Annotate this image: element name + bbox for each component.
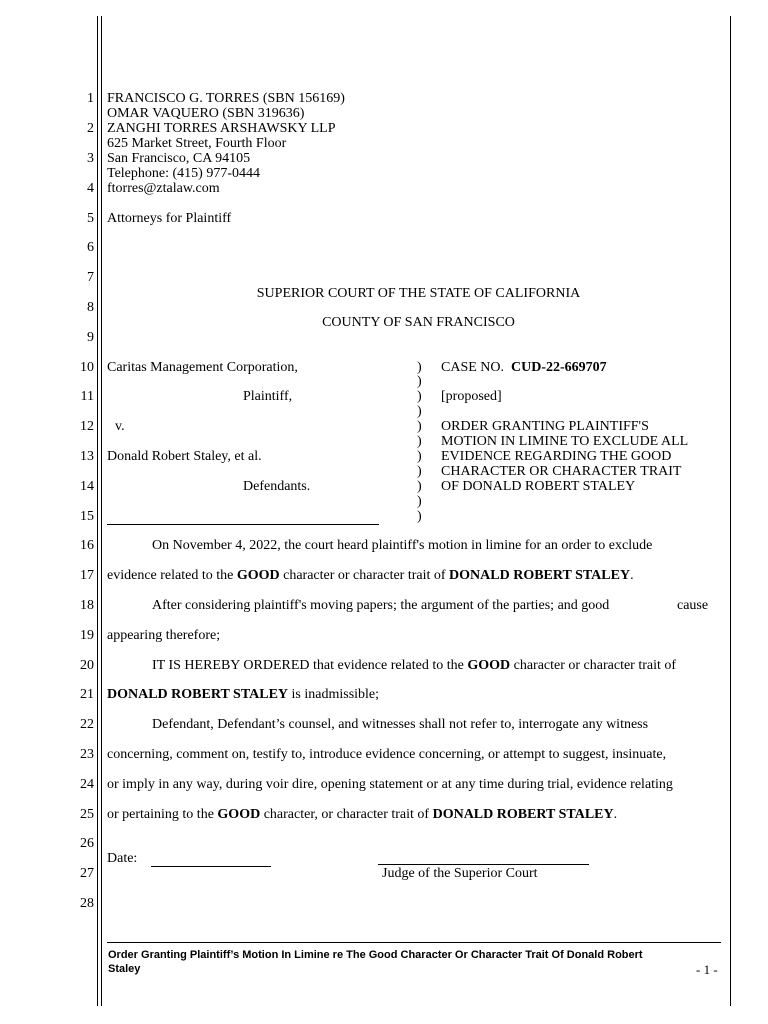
footer-rule xyxy=(107,942,721,943)
body-text: is inadmissible; xyxy=(288,687,380,702)
body-line-tail: cause xyxy=(677,598,709,613)
line-number: 22 xyxy=(80,717,94,732)
line-number: 9 xyxy=(87,330,94,345)
order-title-line: ORDER GRANTING PLAINTIFF'S xyxy=(441,419,649,434)
caption-paren: ) xyxy=(417,449,422,464)
caption-paren: ) xyxy=(417,479,422,494)
line-number: 23 xyxy=(80,747,94,762)
line-number: 25 xyxy=(80,807,94,822)
caption-paren: ) xyxy=(417,389,422,404)
order-title-line: CHARACTER OR CHARACTER TRAIT xyxy=(441,464,682,479)
attorney-line: Telephone: (415) 977-0444 xyxy=(107,166,260,181)
body-line: or imply in any way, during voir dire, opening statement or at any time during trial, evidence relating xyxy=(107,777,673,792)
line-number: 15 xyxy=(80,509,94,524)
court-county: COUNTY OF SAN FRANCISCO xyxy=(322,315,515,330)
line-number: 6 xyxy=(87,240,94,255)
line-number: 3 xyxy=(87,151,94,166)
caption-paren: ) xyxy=(417,374,422,389)
line-number: 13 xyxy=(80,449,94,464)
body-text: or pertaining to the xyxy=(107,807,218,822)
line-number: 1 xyxy=(87,91,94,106)
case-number-row xyxy=(441,360,607,375)
line-number: 12 xyxy=(80,419,94,434)
line-number: 7 xyxy=(87,270,94,285)
body-text: character or character trait of xyxy=(510,658,677,673)
body-line: Defendant, Defendant’s counsel, and witnesses shall not refer to, interrogate any witness xyxy=(152,717,649,732)
body-line xyxy=(107,568,634,583)
line-number: 17 xyxy=(80,568,94,583)
body-line xyxy=(107,687,379,702)
footer-title-line1: Order Granting Plaintiff’s Motion In Limine re The Good Character Or Character Trait Of Donald Robert xyxy=(108,949,643,961)
line-number: 18 xyxy=(80,598,94,613)
body-line xyxy=(107,807,617,822)
line-number: 26 xyxy=(80,836,94,851)
line-number: 5 xyxy=(87,211,94,226)
case-label: CASE NO. xyxy=(441,360,505,375)
emphasis-name: DONALD ROBERT STALEY xyxy=(432,807,614,822)
attorney-line: ZANGHI TORRES ARSHAWSKY LLP xyxy=(107,121,336,136)
body-text: . xyxy=(613,807,618,822)
body-text: character or character trait of xyxy=(279,568,450,583)
order-title-line: EVIDENCE REGARDING THE GOOD xyxy=(441,449,672,464)
body-text: evidence related to the xyxy=(107,568,237,583)
defendant-name: Donald Robert Staley, et al. xyxy=(107,449,262,464)
body-line: After considering plaintiff's moving papers; the argument of the parties; and good xyxy=(152,598,610,613)
line-number: 20 xyxy=(80,658,94,673)
court-name: SUPERIOR COURT OF THE STATE OF CALIFORNIA xyxy=(256,286,581,301)
emphasis-name: DONALD ROBERT STALEY xyxy=(449,568,631,583)
attorney-line: OMAR VAQUERO (SBN 319636) xyxy=(107,106,305,121)
body-line xyxy=(152,658,676,673)
case-number: CUD-22-669707 xyxy=(511,360,607,375)
line-number: 24 xyxy=(80,777,94,792)
line-number: 8 xyxy=(87,300,94,315)
footer-title-line2: Staley xyxy=(108,963,141,975)
line-number: 16 xyxy=(80,538,94,553)
caption-underline xyxy=(107,524,379,525)
caption-paren: ) xyxy=(417,464,422,479)
body-line: appearing therefore; xyxy=(107,628,221,643)
emphasis-good: GOOD xyxy=(217,807,261,822)
left-margin-rule-outer xyxy=(97,16,98,1006)
body-line: concerning, comment on, testify to, introduce evidence concerning, or attempt to suggest, insinuate, xyxy=(107,747,667,762)
caption-paren: ) xyxy=(417,494,422,509)
line-number: 21 xyxy=(80,687,94,702)
line-number: 4 xyxy=(87,181,94,196)
attorneys-for: Attorneys for Plaintiff xyxy=(107,211,232,226)
emphasis-name: DONALD ROBERT STALEY xyxy=(107,687,289,702)
attorney-line: FRANCISCO G. TORRES (SBN 156169) xyxy=(107,91,345,106)
caption-paren: ) xyxy=(417,360,422,375)
defendant-role: Defendants. xyxy=(243,479,311,494)
plaintiff-role: Plaintiff, xyxy=(243,389,293,404)
proposed-label: [proposed] xyxy=(441,389,502,404)
line-number: 2 xyxy=(87,121,94,136)
caption-paren: ) xyxy=(417,434,422,449)
line-number: 19 xyxy=(80,628,94,643)
body-line: On November 4, 2022, the court heard plaintiff's motion in limine for an order to exclude xyxy=(152,538,653,553)
right-margin-rule xyxy=(730,16,731,1006)
caption-paren: ) xyxy=(417,509,422,524)
date-label: Date: xyxy=(107,851,138,866)
judge-label: Judge of the Superior Court xyxy=(382,866,538,881)
versus: v. xyxy=(115,419,125,434)
line-number: 28 xyxy=(80,896,94,911)
attorney-email: ftorres@ztalaw.com xyxy=(107,181,220,196)
order-title-line: OF DONALD ROBERT STALEY xyxy=(441,479,636,494)
caption-paren: ) xyxy=(417,404,422,419)
line-number: 27 xyxy=(80,866,94,881)
line-number: 14 xyxy=(80,479,94,494)
body-text: . xyxy=(630,568,634,583)
date-signature-line xyxy=(151,866,271,867)
line-number: 11 xyxy=(80,389,94,404)
attorney-line: San Francisco, CA 94105 xyxy=(107,151,251,166)
plaintiff-name: Caritas Management Corporation, xyxy=(107,360,298,375)
caption-paren: ) xyxy=(417,419,422,434)
line-number: 10 xyxy=(80,360,94,375)
body-text: character, or character trait of xyxy=(260,807,433,822)
attorney-line: 625 Market Street, Fourth Floor xyxy=(107,136,287,151)
emphasis-good: GOOD xyxy=(467,658,511,673)
order-title-line: MOTION IN LIMINE TO EXCLUDE ALL xyxy=(441,434,689,449)
body-text: IT IS HEREBY ORDERED that evidence related to the xyxy=(152,658,468,673)
judge-signature-line xyxy=(378,864,589,865)
page-number: - 1 - xyxy=(696,962,718,977)
left-margin-rule-inner xyxy=(101,16,102,1006)
emphasis-good: GOOD xyxy=(236,568,280,583)
